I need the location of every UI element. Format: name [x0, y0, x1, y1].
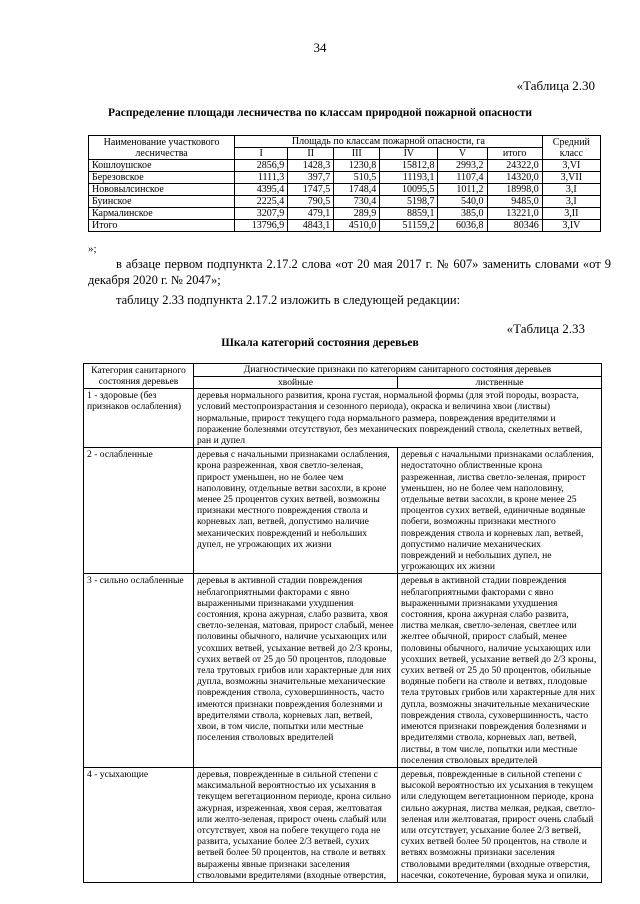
header-name: Наименование участкового лесничества — [89, 136, 235, 160]
cell: 15812,8 — [380, 160, 438, 172]
row-name: Нововылсинское — [89, 184, 235, 196]
conifer-cell: деревья в активной стадии повреждения неблагоприятными факторами с явно выраженными признаками ухудшения состояния, крона ажурная, слабо развита, хвоя светло-зеленая, матовая, прирост слабый, менее половины обычного, наличие усыхающих или усохших ветвей, усыхание ветвей до 2/3 кроны, сухих ветвей от 25 до 50 процентов, плодовые тела трутовых грибов или характерные для них дупла, возможны значительные механические повреждения ствола, суховершинность, часто имеются признаки повреждения болезнями и вредителями ствола, корневых лап, ветвей, хвои, в том числе, попытки или местные поселения стволовых вредителей — [194, 574, 398, 767]
cell-avg: 3,VI — [542, 160, 600, 172]
cell: 9485,0 — [487, 196, 542, 208]
cell: 6036,8 — [438, 220, 487, 232]
table-row — [89, 172, 601, 184]
cell: 397,7 — [288, 172, 334, 184]
cell: 540,0 — [438, 196, 487, 208]
cell: 18998,0 — [487, 184, 542, 196]
category-cell: 1 - здоровые (без признаков ослабления) — [84, 389, 194, 448]
cell: 51159,2 — [380, 220, 438, 232]
cell: 14320,0 — [487, 172, 542, 184]
cell: 289,9 — [334, 208, 380, 220]
header-category: Категория санитарного состояния деревьев — [84, 364, 194, 389]
cell: 80346 — [487, 220, 542, 232]
table-2-33-label: «Таблица 2.33 — [506, 321, 585, 336]
header-avg: Средний класс — [542, 136, 600, 160]
table-row — [84, 574, 602, 767]
cell: 1747,5 — [288, 184, 334, 196]
cell: 1111,3 — [235, 172, 288, 184]
cell: 4510,0 — [334, 220, 380, 232]
table-row — [84, 767, 602, 882]
cell: 1748,4 — [334, 184, 380, 196]
table-row — [84, 389, 602, 448]
row-name: Березовское — [89, 172, 235, 184]
cell: 10095,5 — [380, 184, 438, 196]
cell: 1107,4 — [438, 172, 487, 184]
category-cell: 2 - ослабленные — [84, 448, 194, 574]
header-area: Площадь по классам пожарной опасности, га — [235, 136, 543, 148]
deciduous-cell: деревья в активной стадии повреждения неблагоприятными факторами с явно выраженными признаками ухудшения состояния, крона ажурная слабо развита, листва мелкая, светло-зеленая, светлее или желтее обычной, прирост слабый, менее половины обычного, наличие усыхающих или усохших ветвей, усыхание ветвей до 2/3 кроны, сухих ветвей от 25 до 50 процентов, обильные водяные побеги на стволе и ветвях, плодовые тела трутовых грибов или характерные для них дупла, возможны значительные механические повреждения ствола, суховершинность, часто имеются признаки повреждения болезнями и вредителями ствола, корневых лап, ветвей, листвы, в том числе, попытки или местные поселения стволовых вредителей — [398, 574, 602, 767]
table-closing-quote: »; — [88, 243, 97, 255]
header-conifer: хвойные — [194, 377, 398, 389]
cell-avg: 3,IV — [542, 220, 600, 232]
table-row — [89, 196, 601, 208]
category-cell: 3 - сильно ослабленные — [84, 574, 194, 767]
tree-condition-table — [83, 363, 602, 883]
cell: 2993,2 — [438, 160, 487, 172]
header-signs: Диагностические признаки по категориям санитарного состояния деревьев — [194, 364, 602, 377]
table-row — [84, 448, 602, 574]
row-name: Буинское — [89, 196, 235, 208]
header-class: II — [288, 148, 334, 160]
cell: 3207,9 — [235, 208, 288, 220]
cell: 730,4 — [334, 196, 380, 208]
table-row — [89, 208, 601, 220]
conifer-cell: деревья с начальными признаками ослабления, крона разреженная, хвоя светло-зеленая, прирост уменьшен, но не более чем наполовину, отдельные ветви засохли, в кроне менее 25 процентов сухих ветвей, возможны признаки местного повреждения ствола и корневых лап, ветвей, допустимо наличие механических повреждений и небольших дупел, не угрожающих их жизни — [194, 448, 398, 574]
amendment-paragraph-2: таблицу 2.33 подпункта 2.17.2 изложить в следующей редакции: — [116, 293, 461, 307]
cell: 24322,0 — [487, 160, 542, 172]
deciduous-cell: деревья, поврежденные в сильной степени с высокой вероятностью их усыхания в текущем или следующем вегетационном периоде, крона сильно ажурная, листва мелкая, редкая, светло-зеленая или желтоватая, прирост очень слабый или отсутствует, усыхание более 2/3 ветвей, сухих ветвей более 50 процентов, на стволе и ветвях возможны признаки заселения стволовыми вредителями (входные отверстия, насечки, сокотечение, буровая мука и опилки, — [398, 767, 602, 882]
header-class: IV — [380, 148, 438, 160]
cell: 4395,4 — [235, 184, 288, 196]
table-2-30-label: «Таблица 2.30 — [516, 78, 595, 93]
header-class: I — [235, 148, 288, 160]
row-name: Кошлоушское — [89, 160, 235, 172]
page-number: 34 — [313, 40, 327, 55]
table-row — [89, 184, 601, 196]
table-2-30-title: Распределение площади лесничества по классам природной пожарной опасности — [107, 107, 533, 119]
cell-avg: 3,II — [542, 208, 600, 220]
category-cell: 4 - усыхающие — [84, 767, 194, 882]
conifer-cell: деревья, поврежденные в сильной степени с максимальной вероятностью их усыхания в текущем вегетационном периоде, крона сильно ажурная, изреженная, хвоя серая, желтоватая или желто-зеленая, прирост очень слабый или отсутствует, хвоя на побеге текущего года не развита, усыхание более 2/3 ветвей, сухих ветвей более 50 процентов, на стволе и ветвях выражены явные признаки заселения стволовыми вредителями (входные отверстия, — [194, 767, 398, 882]
table-row — [89, 220, 601, 232]
cell: 2225,4 — [235, 196, 288, 208]
table-2-33-title: Шкала категорий состояния деревьев — [221, 337, 419, 349]
cell: 510,5 — [334, 172, 380, 184]
cell: 1011,2 — [438, 184, 487, 196]
cell: 13221,0 — [487, 208, 542, 220]
cell: 385,0 — [438, 208, 487, 220]
amendment-paragraph-1: в абзаце первом подпункта 2.17.2 слова «от 20 мая 2017 г. № 607» заменить словами «от 9 декабря 2020 г. № 2047»; — [88, 257, 611, 287]
cell: 2856,9 — [235, 160, 288, 172]
description-cell: деревья нормального развития, крона густая, нормальной формы (для этой породы, возраста, условий местопроизрастания и сезонного периода), окраска и величина хвои (листвы) нормальные, прирост текущего года нормального размера, повреждения вредителями и поражение болезнями отсутствуют, без механических повреждений ствола, скелетных ветвей, ран и дупел — [194, 389, 602, 448]
row-name: Кармалинское — [89, 208, 235, 220]
cell: 1230,8 — [334, 160, 380, 172]
header-class: III — [334, 148, 380, 160]
cell: 4843,1 — [288, 220, 334, 232]
cell-avg: 3,VII — [542, 172, 600, 184]
header-class: итого — [487, 148, 542, 160]
deciduous-cell: деревья с начальными признаками ослабления, недостаточно облиственные крона разреженная, листва светло-зеленая, прирост уменьшен, но не более чем наполовину, отдельные ветви засохли, в кроне менее 25 процентов сухих ветвей, единичные водяные побеги, возможны признаки местного повреждения ствола и корневых лап, ветвей, допустимо наличие механических повреждений и небольших дупел, не угрожающих их жизни — [398, 448, 602, 574]
cell: 1428,3 — [288, 160, 334, 172]
cell-avg: 3,I — [542, 196, 600, 208]
table-row — [89, 160, 601, 172]
cell: 8859,1 — [380, 208, 438, 220]
header-deciduous: лиственные — [398, 377, 602, 389]
cell: 13796,9 — [235, 220, 288, 232]
row-name: Итого — [89, 220, 235, 232]
header-class: V — [438, 148, 487, 160]
cell: 5198,7 — [380, 196, 438, 208]
fire-hazard-table — [88, 135, 601, 232]
cell: 790,5 — [288, 196, 334, 208]
cell: 11193,1 — [380, 172, 438, 184]
cell-avg: 3,I — [542, 184, 600, 196]
cell: 479,1 — [288, 208, 334, 220]
